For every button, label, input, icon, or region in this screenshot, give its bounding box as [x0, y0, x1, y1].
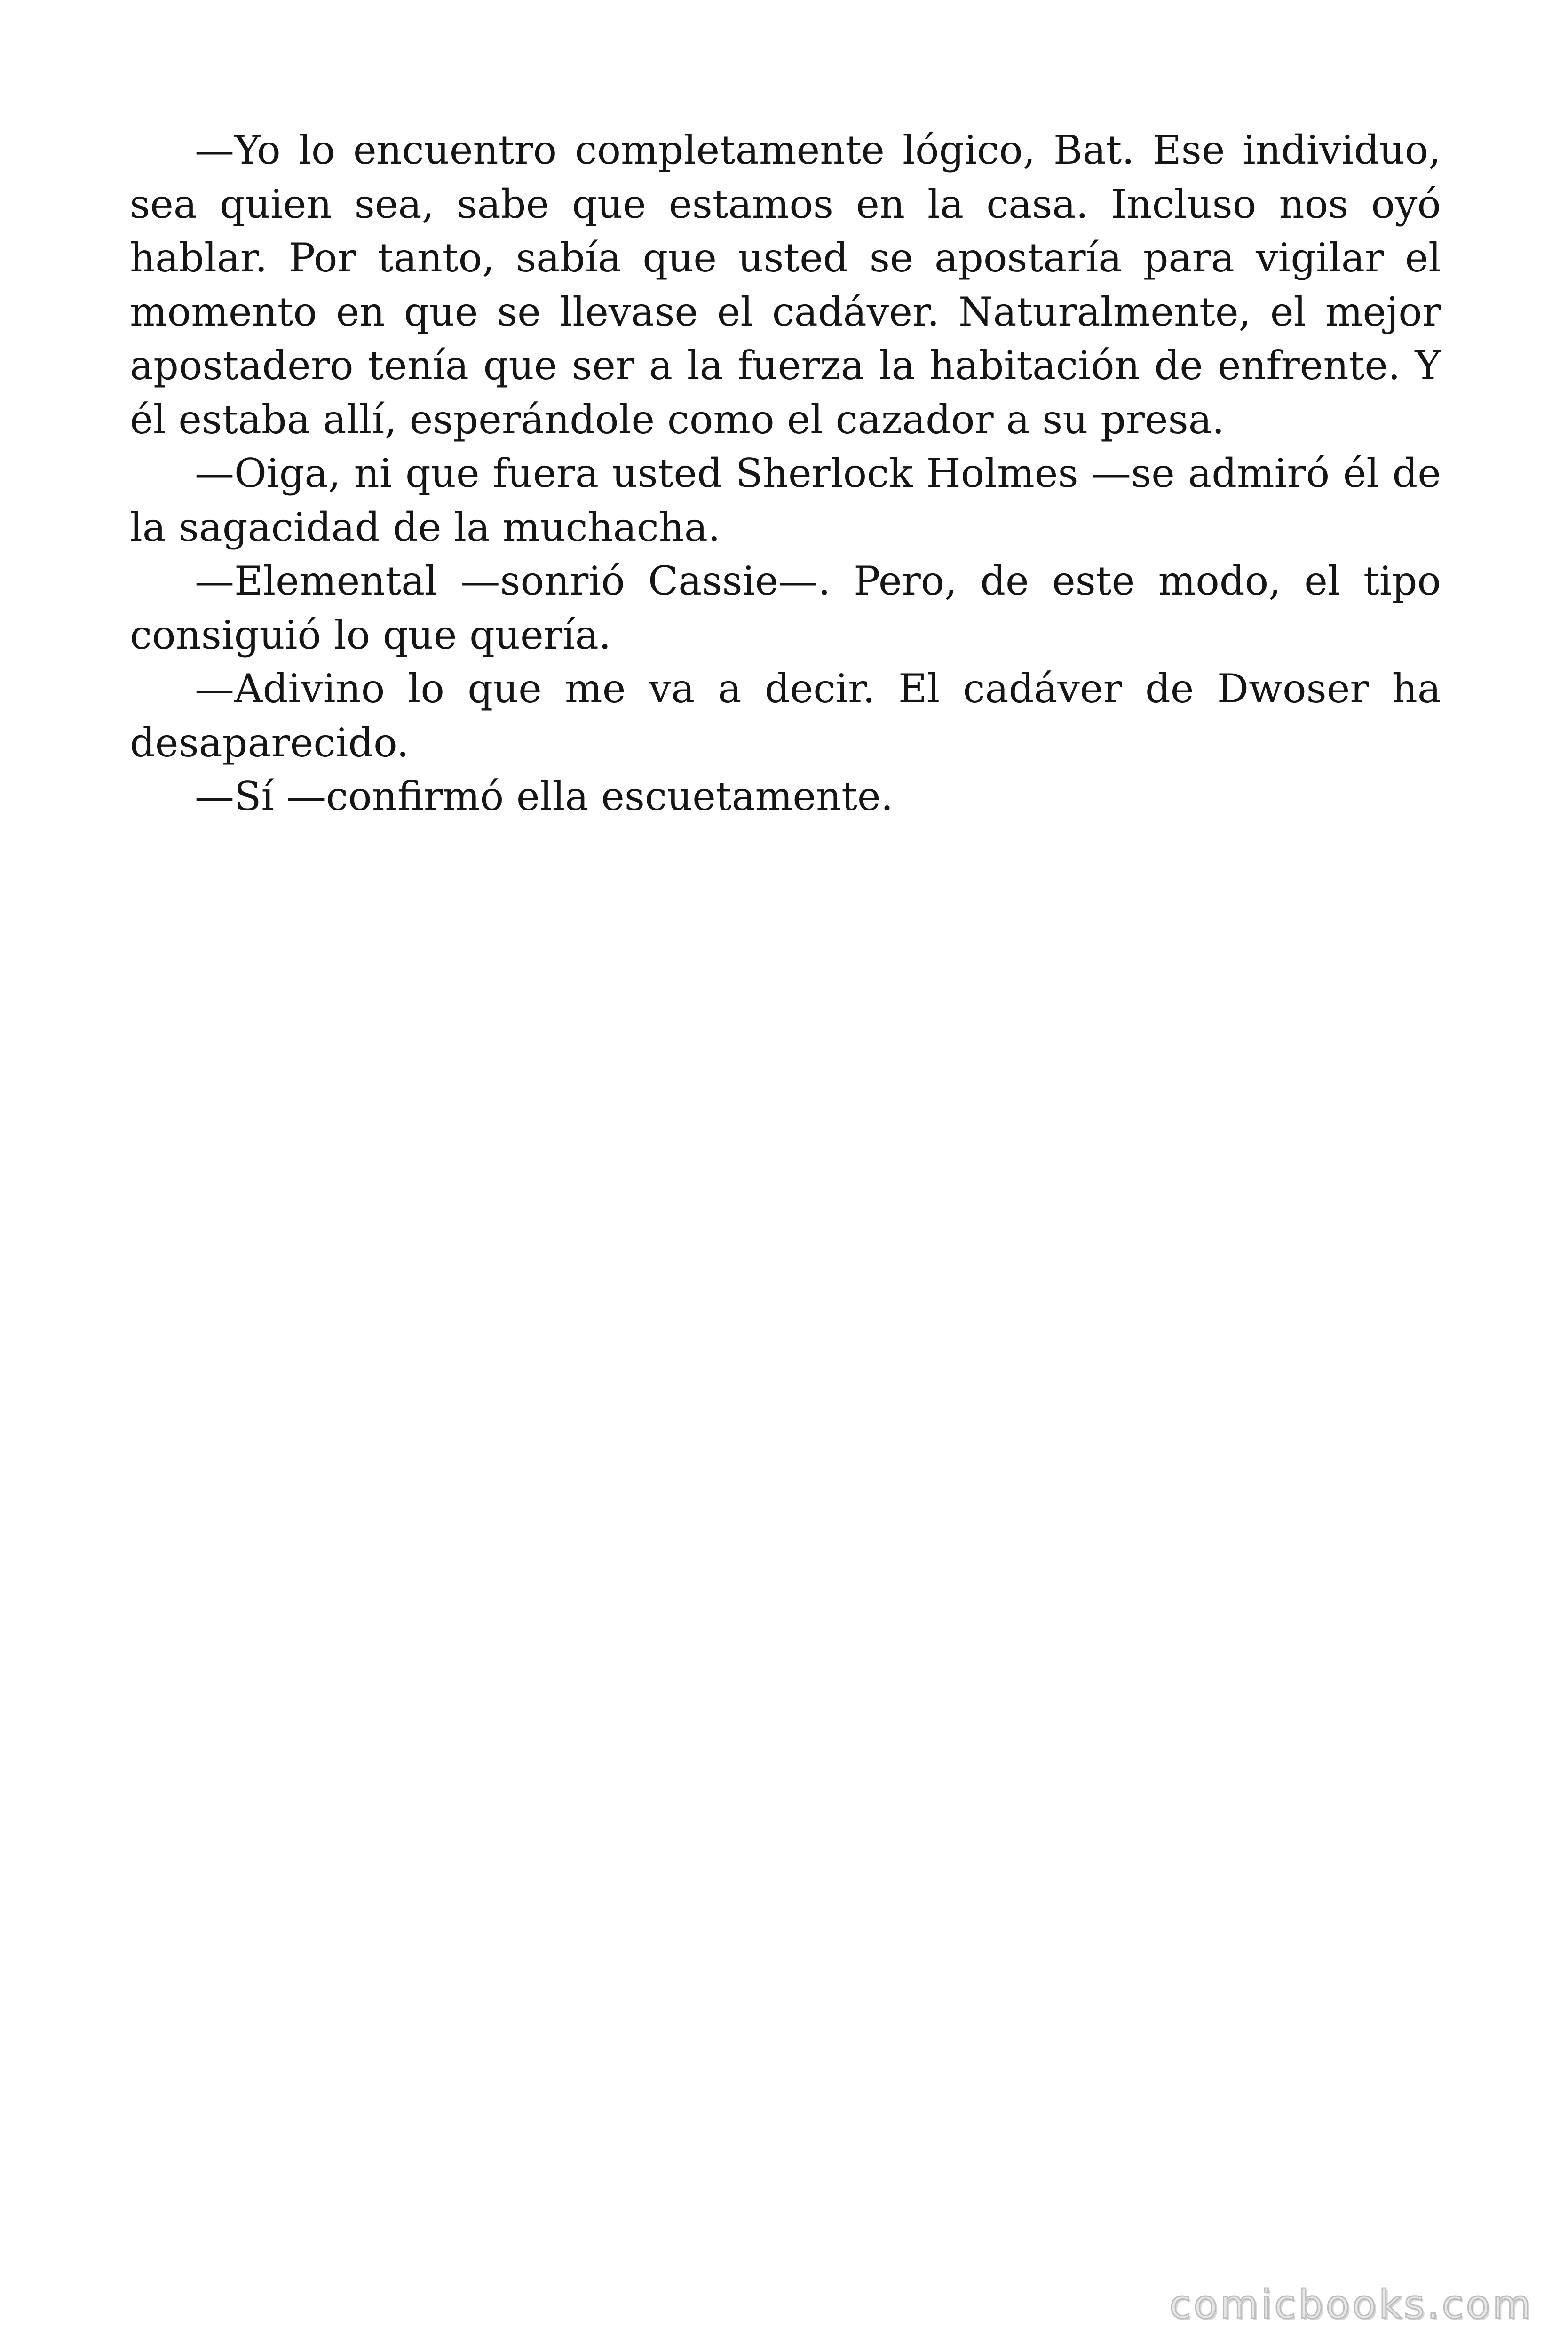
paragraph-3: —Elemental —sonrió Cassie—. Pero, de este modo, el tipo consiguió lo que quería. [130, 558, 1441, 658]
paragraph-5: —Sí —confirmó ella escuetamente. [195, 773, 894, 819]
watermark-text: comicbooks.com [1169, 2281, 1533, 2328]
paragraph-4: —Adivino lo que me va a decir. El cadáver de Dwoser ha desaparecido. [130, 666, 1441, 766]
paragraph-1: —Yo lo encuentro completamente lógico, Bat. Ese individuo, sea quien sea, sabe que estamos en la casa. Incluso nos oyó hablar. Por tanto, sabía que usted se apostaría para vigilar el momento en que se llevase el cadáver. Naturalmente, el mejor apostadero tenía que ser a la fuerza la habitación de enfrente. Y él estaba allí, esperándole como el cazador a su presa. [130, 127, 1441, 443]
paragraph-2: —Oiga, ni que fuera usted Sherlock Holmes —se admiró él de la sagacidad de la muchacha. [130, 450, 1441, 550]
page-text-body [130, 123, 1441, 824]
